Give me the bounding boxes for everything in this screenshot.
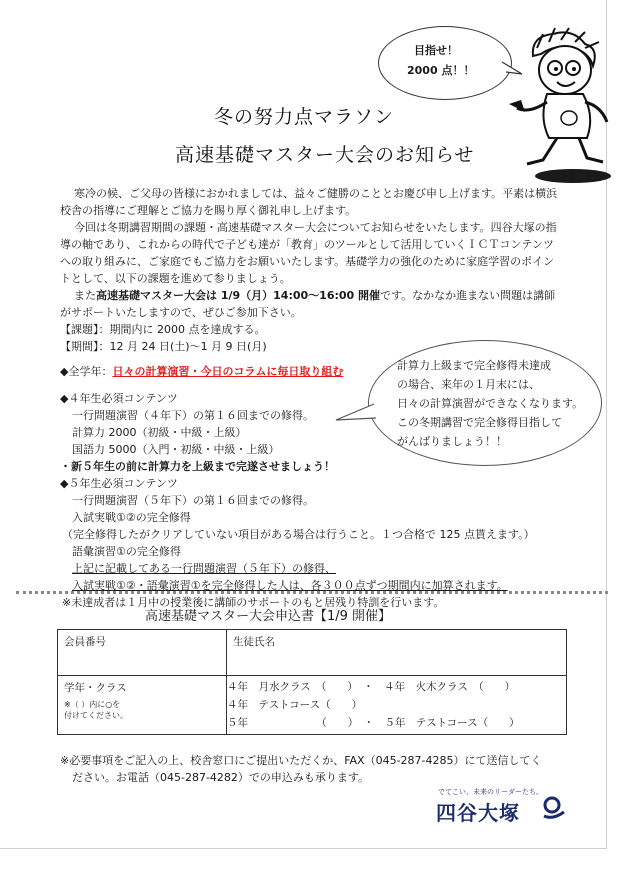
brand-logo-icon <box>540 794 566 820</box>
grade-class-label-cell <box>58 676 227 735</box>
title-line2: 高速基礎マスター大会のお知らせ <box>175 144 475 166</box>
grade-class-label: 学年・クラス <box>64 682 127 694</box>
grade4-note: ・新５年生の前に計算力を上級まで完遂させましょう！ <box>60 460 335 473</box>
all-grades-line <box>60 365 343 379</box>
running-mascot-icon <box>503 26 613 186</box>
grade-class-note2: 付けてください。 <box>64 711 128 720</box>
advice-line1: 計算力上級まで完全修得未達成 <box>397 359 551 372</box>
advice-line2: の場合、来年の１月末には、 <box>397 378 540 391</box>
student-name-cell[interactable] <box>227 630 567 676</box>
mascot-bubble-line1: 目指せ！ <box>414 44 458 57</box>
all-grades-requirement: 日々の計算演習・今日のコラムに毎日取り組む <box>112 365 344 378</box>
intro-p2-line1: 今回は冬期講習期間の課題・高速基礎マスター大会についてお知らせをいたします。四谷大塚の指 <box>74 221 557 234</box>
intro-p1-line1: 寒冷の候、ご父母の皆様におかれましては、益々ご健勝のこととお慶び申し上げます。平素は横浜 <box>74 187 558 200</box>
advice-bubble-tail-icon <box>334 400 378 430</box>
footer-note-line2: ださい。お電話（045-287-4282）での申込みも承ります。 <box>72 771 370 784</box>
grade-class-note1: ※（ ）内に○を <box>64 700 121 709</box>
grade5-item2-note: （完全修得したがクリアしていない項目がある場合は行うこと。１つ合格で 125 点貰えます。） <box>62 528 535 541</box>
grade5-item5: 入試実戦①②・語彙演習①を完全修得した人は、各３００点ずつ期間内に加算されます。 <box>72 579 508 592</box>
task-kadai: 【課題】：期間内に 2000 点を達成する。 <box>60 323 266 336</box>
task-kikan: 【期間】：12 月 24 日(土)〜1 月 9 日(月) <box>60 340 267 353</box>
intro-p2-line2: 導の軸であり、これからの時代で子ども達が「教育」のツールとして活用していくＩＣＴコンテンツ <box>60 238 555 251</box>
intro-p3-post: です。なかなか進まない問題は講師 <box>380 289 556 302</box>
form-title: 高速基礎マスター大会申込書【1/9 開催】 <box>145 609 392 624</box>
all-grades-prefix: ◆全学年： <box>60 365 113 378</box>
member-number-label: 会員番号 <box>64 636 106 648</box>
class-options-row2[interactable]: ４年 テストコース（ ） <box>227 699 363 711</box>
mascot-bubble-line2: 2000 点！！ <box>407 64 475 77</box>
intro-p3-pre: また <box>74 289 96 302</box>
brand-tagline: でてこい、未来のリーダーたち。 <box>438 788 543 796</box>
student-name-label: 生徒氏名 <box>233 636 275 648</box>
intro-p3-line2: がサポートいたしますので、ぜひご参加下さい。 <box>60 306 302 319</box>
footer-note-line1: ※必要事項をご記入の上、校舎窓口にご提出いただくか、FAX（045-287-4285）にて送信してく <box>60 754 542 767</box>
event-datetime: 高速基礎マスター大会は 1/9（月）14:00〜16:00 開催 <box>96 289 381 302</box>
grade-class-options-cell[interactable] <box>227 676 567 735</box>
grade5-item2: 入試実戦①②の完全修得 <box>72 511 191 524</box>
grade5-item3: 語彙演習①の完全修得 <box>72 545 181 558</box>
intro-p2-line4: トとして、以下の課題を進めて参りましょう。 <box>60 272 291 285</box>
grade5-footnote: ※未達成者は１月中の授業後に講師のサポートのもと居残り特訓を行います。 <box>62 596 445 609</box>
application-form-table <box>57 629 567 735</box>
grade5-item4: 上記に記載してある一行問題演習（５年下）の修得、 <box>72 562 336 575</box>
grade4-item3: 国語力 5000（入門・初級・中級・上級） <box>72 443 280 456</box>
grade4-item1: 一行問題演習（４年下）の第１６回までの修得。 <box>72 409 314 422</box>
brand-name: 四谷大塚 <box>436 801 520 825</box>
advice-line5: がんばりましょう！！ <box>397 435 507 448</box>
grade4-heading: ◆４年生必須コンテンツ <box>60 392 178 405</box>
grade5-item1: 一行問題演習（５年下）の第１６回までの修得。 <box>72 494 314 507</box>
class-options-row1[interactable]: ４年 月水クラス （ ） ・ ４年 火木クラス （ ） <box>227 681 516 693</box>
class-options-row3[interactable]: ５年 （ ） ・ ５年 テストコース（ ） <box>227 717 520 729</box>
intro-p1-line2: 校舎の指導にご理解とご協力を賜り厚く御礼申し上げます。 <box>60 204 357 217</box>
intro-p2-line3: への取り組みに、ご家庭でもご協力をお願いいたします。基礎学力の強化のために家庭学習のポイン <box>60 255 555 268</box>
title-line1: 冬の努力点マラソン <box>214 106 395 128</box>
advice-line3: 日々の計算演習ができなくなります。 <box>397 397 584 410</box>
grade4-item2: 計算力 2000（初級・中級・上級） <box>72 426 247 439</box>
member-number-cell[interactable] <box>58 630 227 676</box>
cut-line-divider <box>16 591 608 594</box>
mascot-speech-bubble <box>378 26 512 100</box>
grade5-heading: ◆５年生必須コンテンツ <box>60 477 178 490</box>
advice-line4: この冬期講習で完全修得目指して <box>397 416 562 429</box>
intro-p3-line1 <box>74 289 555 303</box>
